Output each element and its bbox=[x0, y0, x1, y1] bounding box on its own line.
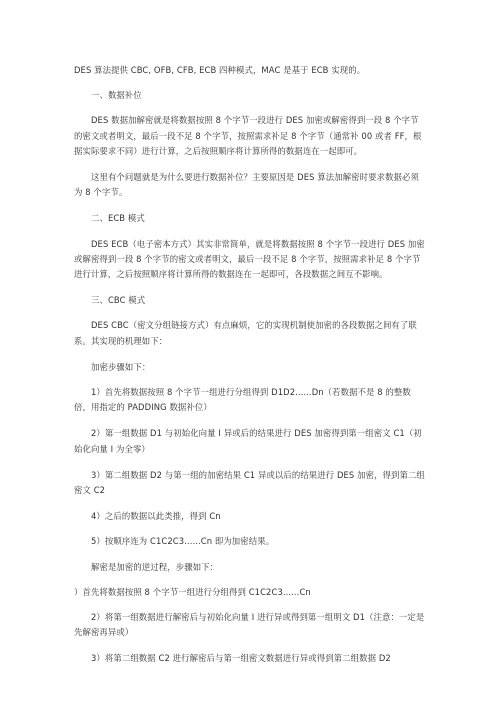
decryption-steps-heading: 解密是加密的逆过程，步骤如下： bbox=[91, 561, 219, 572]
paragraph-padding-reason: 这里有个问题就是为什么要进行数据补位？主要原因是 DES 算法加解密时要求数据必须为 8 个字节。 bbox=[74, 172, 419, 198]
paragraph-padding-description: DES 数据加解密就是将数据按照 8 个字节一段进行 DES 加密或解密得到一段 8 个字节的密文或者明文，最后一段不足 8 个字节，按照需求补足 8 个字节（通常补 00 或者 FF，根据实际要求不同）进行计算，之后按照顺序将计算所得的数据连在一起即可。 bbox=[74, 115, 422, 156]
encryption-step-4: 4）之后的数据以此类推，得到 Cn bbox=[91, 511, 221, 522]
encryption-step-3: 3）第二组数据 D2 与第一组的加密结果 C1 异或以后的结果进行 DES 加密，得到第二组密文 C2 bbox=[74, 469, 425, 496]
encryption-step-5: 5）按顺序连为 C1C2C3......Cn 即为加密结果。 bbox=[91, 536, 275, 547]
encryption-step-2: 2）第一组数据 D1 与初始化向量 I 异或后的结果进行 DES 加密得到第一组密文 C1（初始化向量 I 为全零） bbox=[74, 428, 422, 454]
encryption-step-1: 1）首先将数据按照 8 个字节一组进行分组得到 D1D2......Dn（若数据不是 8 的整数倍，用指定的 PADDING 数据补位） bbox=[74, 387, 411, 413]
section-heading-cbc: 三、CBC 模式 bbox=[91, 295, 146, 306]
paragraph-cbc-description: DES CBC（密文分组链接方式）有点麻烦，它的实现机制使加密的各段数据之间有了联系。其实现的机理如下： bbox=[74, 320, 417, 346]
document-body bbox=[74, 63, 426, 667]
intro-paragraph: DES 算法提供 CBC, OFB, CFB, ECB 四种模式，MAC 是基于 ECB 实现的。 bbox=[74, 65, 366, 75]
section-heading-ecb: 二、ECB 模式 bbox=[91, 213, 145, 224]
section-heading-padding: 一、数据补位 bbox=[91, 90, 142, 101]
decryption-step-3: 3）将第二组数据 C2 进行解密后与第一组密文数据进行异或得到第二组数据 D2 bbox=[91, 653, 391, 664]
paragraph-ecb-description: DES ECB（电子密本方式）其实非常简单，就是将数据按照 8 个字节一段进行 DES 加密或解密得到一段 8 个字节的密文或者明文，最后一段不足 8 个字节，按照需求补足 8 个字节进行计算，之后按照顺序将计算所得的数据连在一起即可，各段数据之间互不影响。 bbox=[74, 238, 425, 280]
decryption-step-2: 2）将第一组数据进行解密后与初始化向量 I 进行异或得到第一组明文 D1（注意：一定是先解密再异或） bbox=[74, 612, 425, 638]
encryption-steps-heading: 加密步骤如下： bbox=[91, 361, 151, 372]
decryption-step-1: ）首先将数据按照 8 个字节一组进行分组得到 C1C2C3......Cn bbox=[74, 586, 311, 597]
